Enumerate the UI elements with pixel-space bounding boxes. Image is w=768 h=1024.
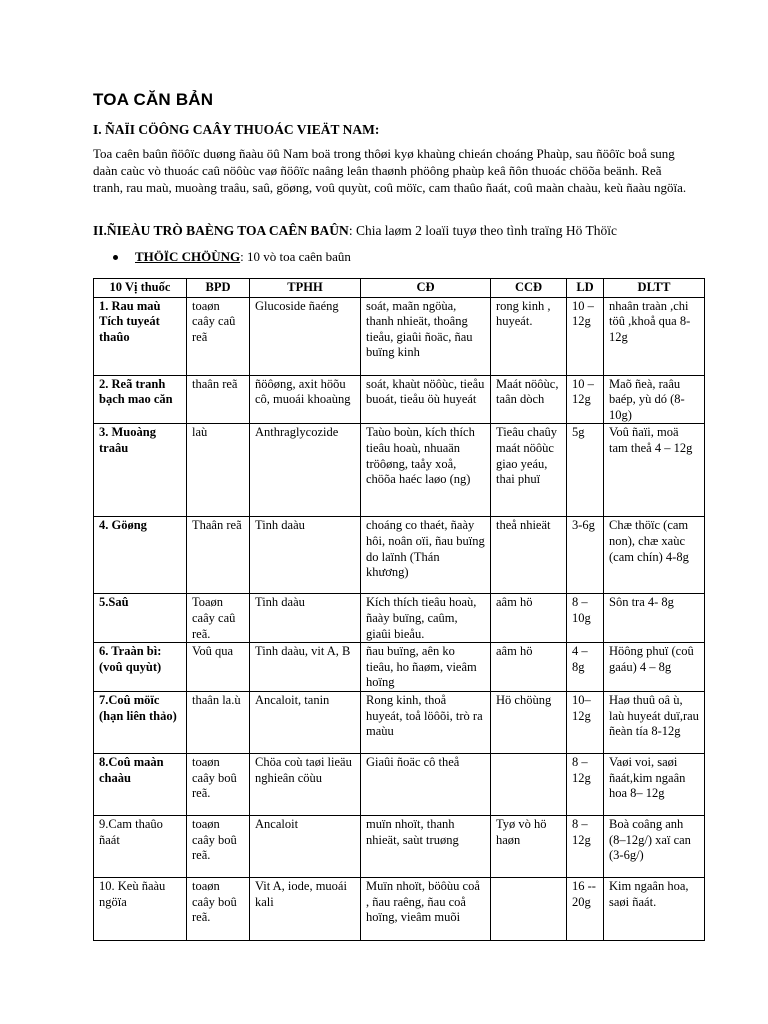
section-heading-2 [93,223,617,239]
cell-ccd: Maát nöôùc, taân dòch [491,375,567,424]
column-header: 10 Vị thuốc [94,279,187,298]
cell-cd: Giaûi ñoäc cô theå [361,753,491,815]
cell-tphh: Vit A, iode, muoái kali [250,877,361,940]
cell-bpd: toaøn caây boû reã. [187,815,250,877]
cell-cd: Taùo boùn, kích thích tieâu hoaù, nhuaän tröôøng, taåy xoå, chöõa haéc laøo (ng) [361,424,491,517]
cell-name: 7.Coû möïc (hạn liên thảo) [94,691,187,753]
table-row [94,517,705,594]
cell-tphh: Ancaloit [250,815,361,877]
column-header: BPD [187,279,250,298]
cell-ld: 8 – 10g [567,594,604,643]
cell-bpd: laù [187,424,250,517]
cell-ld: 16 -- 20g [567,877,604,940]
cell-dltt: Voû ñaïi, moä tam theå 4 – 12g [604,424,705,517]
cell-cd: Rong kinh, thoå huyeát, toå löôõi, trò ra maùu [361,691,491,753]
cell-ld: 5g [567,424,604,517]
table-header-row [94,279,705,298]
table-row [94,877,705,940]
cell-bpd: toaøn caây caû reã [187,297,250,375]
cell-ld: 10 – 12g [567,375,604,424]
cell-ld: 10 – 12g [567,297,604,375]
column-header: CCĐ [491,279,567,298]
cell-ccd [491,877,567,940]
column-header: TPHH [250,279,361,298]
cell-tphh: Tinh daàu [250,594,361,643]
cell-cd: muïn nhoït, thanh nhieät, saùt truøng [361,815,491,877]
herb-table [93,278,705,941]
cell-ld: 3-6g [567,517,604,594]
cell-bpd: toaøn caây boû reã. [187,877,250,940]
bullet-label-bold: THÖÏC CHÖÙNG [135,249,241,264]
cell-bpd: Toaøn caây caû reã. [187,594,250,643]
table-row [94,753,705,815]
cell-cd: soát, khaùt nöôùc, tieåu buoát, tieåu öù huyeát [361,375,491,424]
section-heading-2-rest: : Chia laøm 2 loaïi tuyø theo tình traïng Hö Thöïc [348,223,618,238]
cell-name: 3. Muoàng traâu [94,424,187,517]
cell-ccd [491,753,567,815]
table-row [94,691,705,753]
cell-bpd: thaân la.ù [187,691,250,753]
cell-dltt: Boà coâng anh (8–12g/) xaï can (3-6g/) [604,815,705,877]
section-heading-2-bold: II.ÑIEÀU TRÒ BAÈNG TOA CAÊN BAÛN [93,223,349,238]
cell-dltt: Maõ ñeà, raâu baép, yù dó (8-10g) [604,375,705,424]
cell-dltt: Sôn tra 4- 8g [604,594,705,643]
cell-cd: Kích thích tieâu hoaù, ñaày buïng, caûm, giaûi bieåu. [361,594,491,643]
cell-tphh: Chöa coù taøi lieäu nghieân cöùu [250,753,361,815]
cell-bpd: Thaân reã [187,517,250,594]
cell-ld: 8 – 12g [567,815,604,877]
column-header: DLTT [604,279,705,298]
cell-bpd: toaøn caây boû reã. [187,753,250,815]
table-row [94,815,705,877]
cell-bpd: Voû qua [187,643,250,692]
cell-ccd: theå nhieät [491,517,567,594]
cell-name: 10. Keù ñaàu ngöïa [94,877,187,940]
cell-dltt: Kim ngaân hoa, saøi ñaát. [604,877,705,940]
cell-cd: soát, maãn ngöùa, thanh nhieät, thoâng tieåu, giaûi ñoäc, ñau buïng kinh [361,297,491,375]
cell-dltt: Höông phuï (coû gaáu) 4 – 8g [604,643,705,692]
cell-dltt: Chæ thöïc (cam non), chæ xaùc (cam chín) 4-8g [604,517,705,594]
page-title: TOA CĂN BẢN [93,90,214,109]
cell-dltt: Haø thuû oâ ù, laù huyeát duï,rau ñeàn tía 8-12g [604,691,705,753]
bullet-item [113,249,351,265]
cell-cd-prefix: ñau buïng, aên ko [366,644,455,659]
cell-ld: 8 – 12g [567,753,604,815]
cell-name: 5.Saû [94,594,187,643]
cell-ld: 10– 12g [567,691,604,753]
table-row [94,424,705,517]
column-header: CĐ [361,279,491,298]
table-row [94,297,705,375]
cell-cd: choáng co thaét, ñaày hôi, noân oïi, ñau buïng do laïnh (Thán khương) [361,517,491,594]
intro-paragraph: Toa caên baûn ñöôïc duøng ñaàu öû Nam boä trong thôøi kyø khaùng chieán choáng Phaùp, sau ñöôïc boå sung daàn caùc vò thuoác caû nöôùc vaø ñöôïc naâng leân thaønh phöông phaùp keâ ñôn thuoác chöõa beänh. Reã tranh, rau maù, muoàng traâu, saû, göøng, voû quyùt, coû möïc, cam thaûo ñaát, coû maàn chaàu, keù ñaàu ngöïa. [93,146,687,195]
table-row [94,643,705,692]
cell-ccd: rong kinh , huyeát. [491,297,567,375]
cell-ccd: Tieâu chaûy maát nöôùc giao yeáu, thai phuï [491,424,567,517]
cell-tphh: Tinh daàu, vit A, B [250,643,361,692]
cell-dltt: Vaøi voi, saøi ñaát,kim ngaân hoa 8– 12g [604,753,705,815]
cell-tphh: Anthraglycozide [250,424,361,517]
cell-ccd: Hö chöùng [491,691,567,753]
cell-name: 6. Traàn bì: (voû quyùt) [94,643,187,692]
cell-tphh: Tinh daàu [250,517,361,594]
cell-name: 2. Reã tranh bạch mao căn [94,375,187,424]
cell-cd: Muïn nhoït, böôùu coå , ñau raêng, ñau coå hoïng, vieâm muõi [361,877,491,940]
cell-name: 4. Göøng [94,517,187,594]
cell-ccd: Tyø vò hö haøn [491,815,567,877]
cell-name: 9.Cam thaûo ñaát [94,815,187,877]
bullet-dot-icon [113,255,118,260]
cell-tphh: ñöôøng, axit höõu cô, muoái khoaùng [250,375,361,424]
cell-cd-text: tieâu, ho ñaøm, vieâm hoïng [366,659,477,690]
cell-name: 8.Coû maàn chaàu [94,753,187,815]
bullet-label-rest: : 10 vò toa caên baûn [240,249,351,264]
cell-tphh: Glucoside ñaéng [250,297,361,375]
cell-bpd: thaân reã [187,375,250,424]
table-row [94,594,705,643]
column-header: LD [567,279,604,298]
cell-cd [361,643,491,692]
cell-ld: 4 – 8g [567,643,604,692]
cell-dltt: nhaân traàn ,chi töû ,khoå qua 8-12g [604,297,705,375]
cell-ccd: aâm hö [491,643,567,692]
table-row [94,375,705,424]
cell-ccd: aâm hö [491,594,567,643]
cell-tphh: Ancaloit, tanin [250,691,361,753]
cell-name: 1. Rau maù Tích tuyeát thaûo [94,297,187,375]
section-heading-1: I. ÑAÏI CÖÔNG CAÂY THUOÁC VIEÄT NAM: [93,122,380,137]
